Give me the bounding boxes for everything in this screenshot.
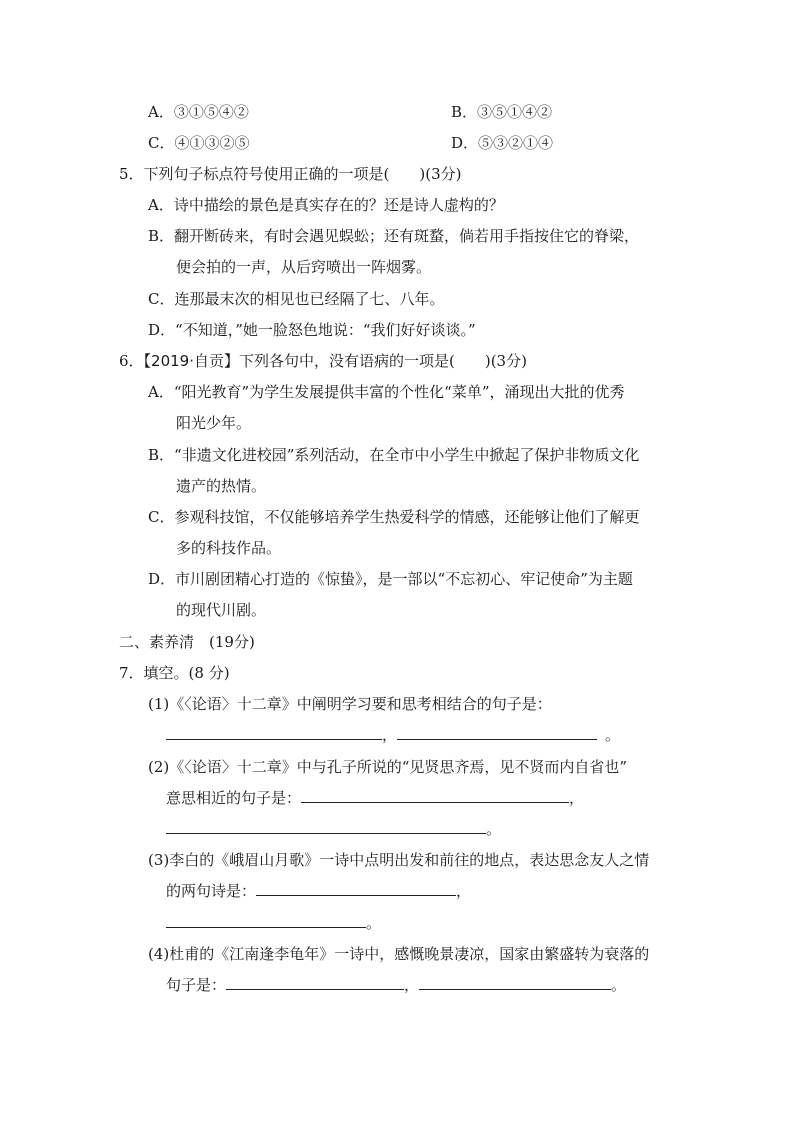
- q7-stem: 7．填空。(8 分): [119, 664, 230, 682]
- q7-part4-prompt-text: 句子是：: [166, 976, 227, 994]
- q7-part3-prompt-text: 的两句诗是：: [166, 882, 257, 900]
- q7-part3-prompt-line1: (3)李白的《峨眉山月歌》一诗中点明出发和前往的地点，表达思念友人之情: [148, 851, 650, 869]
- q4-option-c: C．④①③②⑤: [148, 134, 250, 152]
- q6-option-c-line2: 多的科技作品。: [176, 539, 282, 557]
- answer-blank[interactable]: [419, 975, 611, 990]
- q6-option-b-line2: 遗产的热情。: [176, 477, 267, 495]
- q7-part4-prompt-line1: (4)杜甫的《江南逢李龟年》一诗中，感慨晚景凄凉，国家由繁盛转为衰落的: [148, 945, 650, 963]
- q6-number: 6．: [119, 352, 144, 370]
- q6-stem-line: [119, 351, 527, 371]
- comma: ，: [456, 882, 472, 900]
- q5-stem: 5．下列句子标点符号使用正确的一项是( )(3分): [119, 165, 462, 183]
- q6-option-a-line1: A．“阳光教育”为学生发展提供丰富的个性化“菜单”，涌现出大批的优秀: [148, 383, 625, 401]
- q5-option-a: A．诗中描绘的景色是真实存在的？还是诗人虚构的？: [148, 196, 504, 214]
- q5-option-c: C．连那最末次的相见也已经隔了七、八年。: [148, 290, 445, 308]
- q5-option-b-line1: B．翻开断砖来，有时会遇见蜈蚣；还有斑蝥，倘若用手指按住它的脊梁，: [148, 227, 640, 245]
- q6-option-c-line1: C．参观科技馆，不仅能够培养学生热爱科学的情感，还能够让他们了解更: [148, 508, 640, 526]
- period: 。: [366, 914, 382, 932]
- q7-part4-prompt-line2: [166, 975, 626, 995]
- comma: ，: [404, 976, 420, 994]
- answer-blank[interactable]: [397, 725, 597, 740]
- period: 。: [605, 726, 621, 744]
- q5-option-d: D．“不知道，”她一脸怒色地说：“我们好好谈谈。”: [148, 321, 476, 339]
- q7-part3-prompt-line2: [166, 881, 471, 901]
- answer-blank[interactable]: [301, 788, 569, 803]
- q4-option-a: A．③①⑤④②: [148, 103, 249, 121]
- q7-part1-prompt: (1)《〈论语〉十二章》中阐明学习要和思考相结合的句子是：: [148, 695, 552, 713]
- q7-part2-prompt-line1: (2)《〈论语〉十二章》中与孔子所说的“见贤思齐焉，见不贤而内自省也”: [148, 758, 628, 776]
- period: 。: [486, 820, 502, 838]
- comma: ，: [382, 726, 398, 744]
- q6-option-b-line1: B．“非遗文化进校园”系列活动，在全市中小学生中掀起了保护非物质文化: [148, 446, 640, 464]
- q4-option-b: B．③⑤①④②: [451, 103, 553, 121]
- answer-blank[interactable]: [166, 725, 382, 740]
- q7-part2-prompt-text: 意思相近的句子是：: [166, 789, 302, 807]
- q4-option-d: D．⑤③②①④: [451, 134, 554, 152]
- q7-part3-answer-line: [166, 913, 381, 933]
- section-heading: 二、素养清 (19分): [119, 633, 255, 651]
- answer-blank[interactable]: [166, 819, 486, 834]
- q5-option-b-line2: 便会拍的一声，从后窍喷出一阵烟雾。: [176, 258, 432, 276]
- q6-source-tag: 【2019·自贡】: [143, 352, 239, 370]
- q6-option-a-line2: 阳光少年。: [176, 414, 252, 432]
- q7-part1-answer-line: [166, 725, 620, 745]
- q6-option-d-line1: D．市川剧团精心打造的《惊蛰》，是一部以“不忘初心、牢记使命”为主题: [148, 570, 633, 588]
- q6-stem: 下列各句中，没有语病的一项是( )(3分): [239, 352, 527, 370]
- q6-option-d-line2: 的现代川剧。: [176, 601, 267, 619]
- answer-blank[interactable]: [166, 913, 366, 928]
- q7-part2-prompt-line2: [166, 788, 584, 808]
- answer-blank[interactable]: [226, 975, 404, 990]
- answer-blank[interactable]: [256, 881, 456, 896]
- q7-part2-answer-line: [166, 819, 501, 839]
- comma: ，: [569, 789, 585, 807]
- period: 。: [611, 976, 627, 994]
